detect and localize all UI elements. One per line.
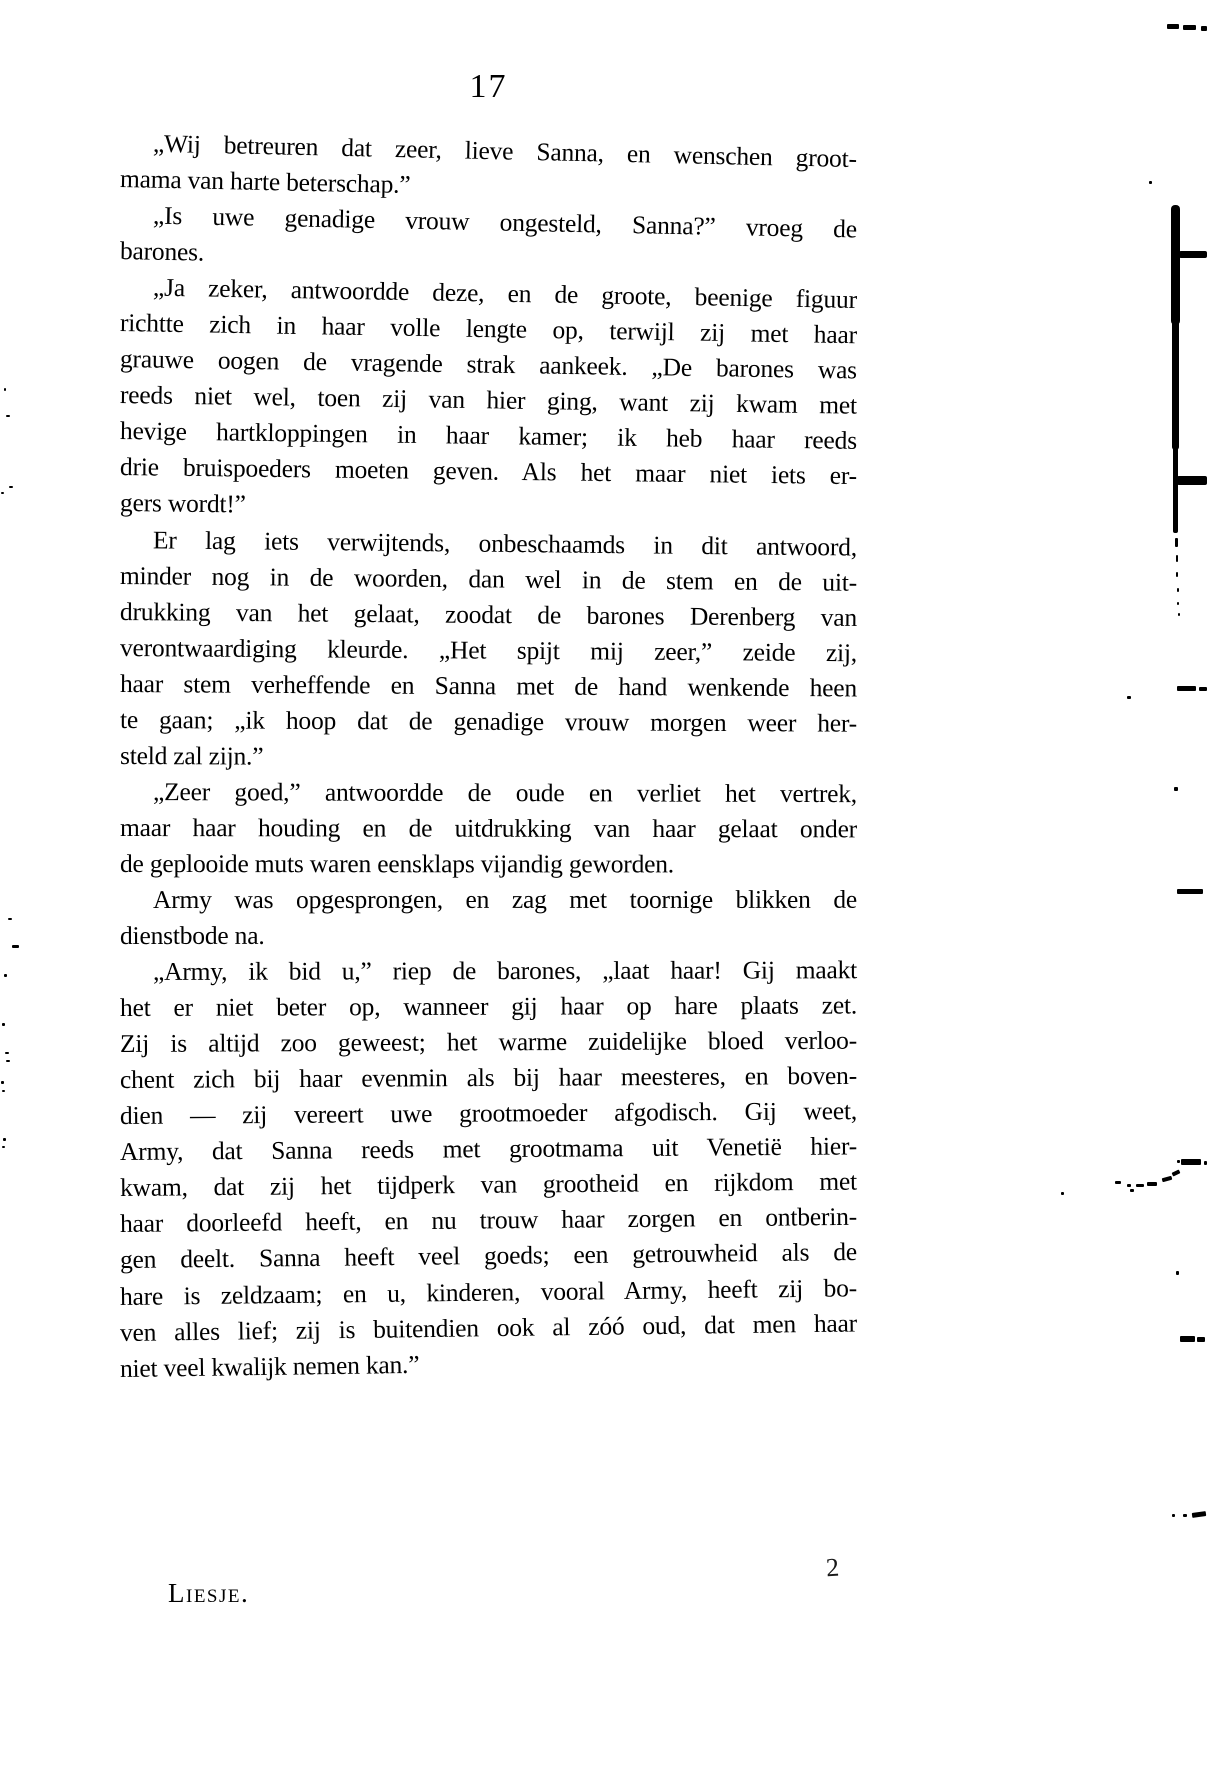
text-line: hevige hartkloppingen in haar kamer; ik heb haar reeds	[119, 416, 858, 456]
ink-mark	[1177, 686, 1196, 691]
ink-mark	[1115, 1181, 1121, 1184]
ink-mark	[8, 918, 12, 920]
text-line: verontwaardiging kleurde. „Het spijt mij zeer,” zeide zij,	[119, 632, 858, 667]
text-line: minder nog in de woorden, dan wel in de stem en de uit-	[119, 560, 858, 597]
text-line: Zij is altijd zoo geweest; het warme zuidelijke bloed verloo-	[119, 1025, 858, 1059]
ink-mark	[1172, 1514, 1175, 1517]
ink-mark	[1177, 1160, 1180, 1163]
ink-mark	[1171, 205, 1180, 325]
text-line: dienstbode na.	[119, 920, 265, 951]
ink-mark	[1172, 1169, 1181, 1176]
text-line: de geplooide muts waren eensklaps vijandig geworden.	[119, 848, 675, 879]
text-line: Er lag iets verwijtends, onbeschaamds in dit antwoord,	[152, 524, 858, 562]
text-line: reeds niet wel, toen zij van hier ging, want zij kwam met	[119, 380, 858, 420]
ink-mark	[1172, 320, 1179, 450]
ink-mark	[1178, 613, 1180, 616]
text-line: kwam, dat zij het tijdperk van grootheid en rijkdom met	[119, 1166, 858, 1203]
ink-mark	[1127, 696, 1131, 699]
ink-mark	[1127, 1184, 1131, 1187]
ink-mark	[1, 1081, 4, 1084]
ink-mark	[2, 1023, 5, 1026]
ink-mark	[12, 945, 19, 948]
text-line: het er niet beter op, wanneer gij haar op hare plaats zet.	[119, 990, 858, 1023]
ink-mark	[2, 1090, 5, 1092]
ink-mark	[1175, 538, 1178, 547]
ink-mark	[1136, 1184, 1144, 1187]
ink-mark	[3, 1138, 6, 1141]
ink-mark	[1183, 25, 1196, 30]
text-line: gen deelt. Sanna heeft veel goeds; een getrouwheid als de	[119, 1237, 858, 1275]
ink-mark	[1176, 1271, 1179, 1275]
text-line: richtte zich in haar volle lengte op, terwijl zij met haar	[119, 308, 858, 350]
text-line: hare is zeldzaam; en u, kinderen, vooral Army, heeft zij bo-	[119, 1272, 858, 1311]
text-line: „Zeer goed,” antwoordde de oude en verliet het vertrek,	[152, 776, 858, 808]
page-number: 17	[469, 68, 508, 105]
text-line: ven alles lief; zij is buitendien ook al zóó oud, dat men haar	[119, 1308, 858, 1347]
text-line: grauwe oogen de vragende strak aankeek. „De barones was	[119, 344, 858, 385]
ink-mark	[1177, 476, 1207, 485]
ink-mark	[1192, 1511, 1207, 1518]
text-line: haar doorleefd heeft, en nu trouw haar zorgen en ontberin-	[119, 1202, 858, 1239]
signature-number: 2	[824, 1552, 840, 1583]
ink-mark	[1177, 602, 1179, 605]
ink-mark	[1176, 555, 1178, 562]
ink-mark	[5, 1052, 9, 1054]
text-line: chent zich bij haar evenmin als bij haar meesteres, en boven-	[119, 1061, 858, 1095]
body-text-block	[120, 125, 857, 1387]
ink-mark	[1180, 1336, 1195, 1342]
ink-mark	[1177, 588, 1179, 592]
ink-mark	[1197, 1337, 1205, 1342]
ink-mark	[4, 388, 6, 391]
text-line: Army, dat Sanna reeds met grootmama uit Venetië hier-	[119, 1131, 858, 1167]
ink-mark	[6, 1060, 10, 1062]
text-line: „Ja zeker, antwoordde deze, en de groote, beenige figuur	[152, 272, 858, 315]
signature-title: Liesje.	[168, 1578, 250, 1608]
text-line: drie bruispoeders moeten geven. Als het maar niet iets er-	[119, 452, 858, 491]
text-line: dien — zij vereert uwe grootmoeder afgodisch. Gij weet,	[119, 1096, 858, 1131]
ink-mark	[1183, 1514, 1187, 1517]
text-line: barones.	[119, 236, 205, 267]
ink-mark	[9, 486, 13, 488]
ink-mark	[1, 492, 4, 494]
ink-mark	[1162, 1176, 1173, 1182]
ink-mark	[1179, 251, 1207, 258]
text-line: maar haar houding en de uitdrukking van haar gelaat onder	[119, 812, 858, 844]
ink-mark	[1061, 1192, 1064, 1195]
ink-mark	[1199, 687, 1207, 691]
ink-mark	[2, 1146, 5, 1148]
ink-mark	[1177, 889, 1203, 894]
text-line: „Army, ik bid u,” riep de barones, „laat haar! Gij maakt	[152, 955, 858, 986]
ink-mark	[1147, 1182, 1157, 1186]
text-line: „Wij betreuren dat zeer, lieve Sanna, en wenschen groot-	[152, 128, 858, 174]
ink-mark	[1201, 26, 1207, 31]
ink-mark	[4, 974, 7, 977]
ink-mark	[1130, 1189, 1134, 1192]
text-line: drukking van het gelaat, zoodat de barones Derenberg van	[119, 596, 858, 632]
text-line: te gaan; „ik hoop dat de genadige vrouw morgen weer her-	[119, 704, 858, 738]
text-line: mama van harte beterschap.”	[119, 164, 411, 200]
ink-mark	[6, 415, 10, 417]
text-line: „Is uwe genadige vrouw ongesteld, Sanna?” vroeg de	[152, 200, 858, 244]
ink-mark	[1174, 787, 1178, 791]
text-line: gers wordt!”	[119, 488, 246, 519]
ink-mark	[1176, 572, 1178, 577]
ink-mark	[1149, 181, 1152, 184]
ink-mark	[1167, 24, 1179, 29]
text-line: niet veel kwalijk nemen kan.”	[119, 1349, 420, 1383]
text-line: Army was opgesprongen, en zag met toornige blikken de	[152, 884, 858, 914]
ink-mark	[1173, 445, 1178, 533]
ink-mark	[1181, 1159, 1201, 1165]
text-line: steld zal zijn.”	[119, 740, 264, 771]
text-line: haar stem verheffende en Sanna met de hand wenkende heen	[119, 668, 858, 703]
